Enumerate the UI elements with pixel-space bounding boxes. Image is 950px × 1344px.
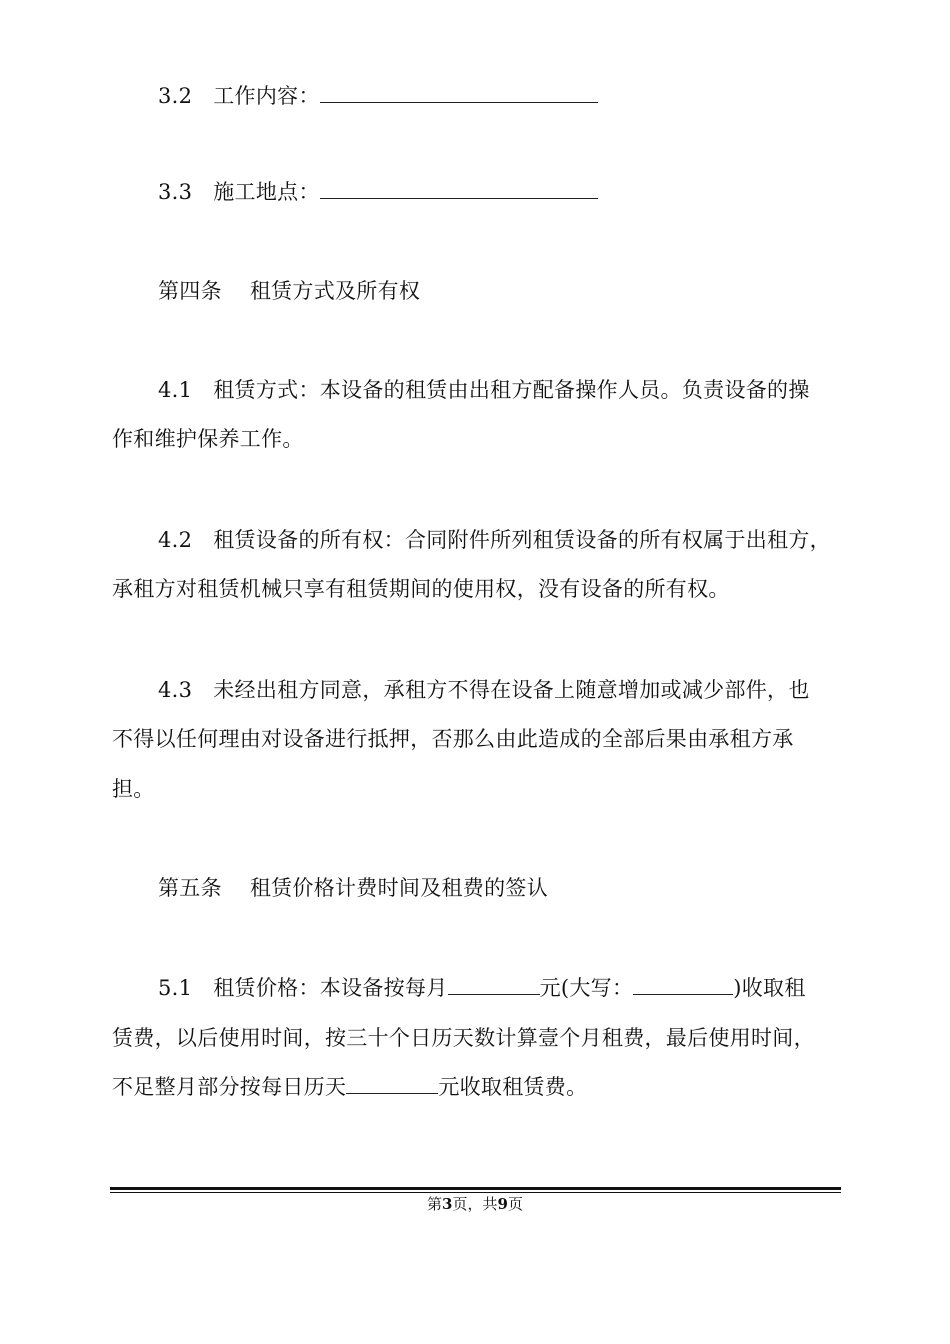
footer-suffix: 页 [507, 1195, 523, 1213]
total-pages-number: 9 [497, 1195, 508, 1213]
clause-text: 元收取租赁费。 [438, 1075, 588, 1099]
article-title: 租赁方式及所有权 [249, 279, 421, 303]
clause-5-1-line2: 赁费，以后使用时间，按三十个日历天数计算壹个月租费，最后使用时间， [112, 1026, 815, 1050]
clause-text: 租赁设备的所有权：合同附件所列租赁设备的所有权属于出租方， [213, 528, 831, 552]
clause-label: 4.2 [158, 528, 193, 552]
clause-text: 租赁方式：本设备的租赁由出租方配备操作人员。负责设备的操 [213, 378, 810, 402]
clause-5-1-line3 [112, 1075, 587, 1099]
capital-amount-blank [633, 976, 733, 995]
current-page-number: 3 [442, 1195, 453, 1213]
clause-label: 4.1 [158, 378, 193, 402]
monthly-price-blank [448, 976, 540, 995]
clause-label: 3.3 [158, 180, 193, 204]
clause-text: 不足整月部分按每日历天 [112, 1075, 347, 1099]
clause-4-1-line2: 作和维护保养工作。 [112, 427, 304, 451]
clause-text: 元(大写： [539, 976, 634, 1000]
clause-label: 3.2 [158, 84, 193, 108]
clause-4-3-line1 [158, 678, 810, 702]
clause-4-3-line3: 担。 [112, 777, 155, 801]
clause-label: 5.1 [158, 976, 193, 1000]
clause-4-3-line2: 不得以任何理由对设备进行抵押，否那么由此造成的全部后果由承租方承 [112, 727, 794, 751]
article-title: 租赁价格计费时间及租费的签认 [249, 876, 549, 900]
clause-label: 4.3 [158, 678, 193, 702]
article-5-heading [158, 876, 548, 900]
footer-rule-thin [110, 1192, 841, 1193]
clause-4-2-line1 [158, 528, 831, 552]
fill-in-blank [320, 180, 598, 199]
page-number-footer [0, 1194, 950, 1214]
clause-text: 租赁价格：本设备按每月 [213, 976, 448, 1000]
clause-4-1-line1 [158, 378, 810, 402]
clause-text: )收取租 [733, 976, 806, 1000]
daily-price-blank [346, 1075, 438, 1094]
clause-3-3 [158, 180, 598, 204]
clause-text: 工作内容： [213, 84, 320, 108]
article-number: 第五条 [158, 876, 222, 900]
clause-5-1-line1 [158, 976, 806, 1000]
footer-middle: 页，共 [452, 1195, 498, 1213]
clause-text: 施工地点： [213, 180, 320, 204]
footer-rule [110, 1187, 841, 1190]
article-number: 第四条 [158, 279, 222, 303]
clause-3-2 [158, 84, 598, 108]
fill-in-blank [320, 84, 598, 103]
footer-prefix: 第 [427, 1195, 443, 1213]
clause-4-2-line2: 承租方对租赁机械只享有租赁期间的使用权，没有设备的所有权。 [112, 577, 730, 601]
article-4-heading [158, 279, 420, 303]
clause-text: 未经出租方同意，承租方不得在设备上随意增加或减少部件，也 [213, 678, 810, 702]
